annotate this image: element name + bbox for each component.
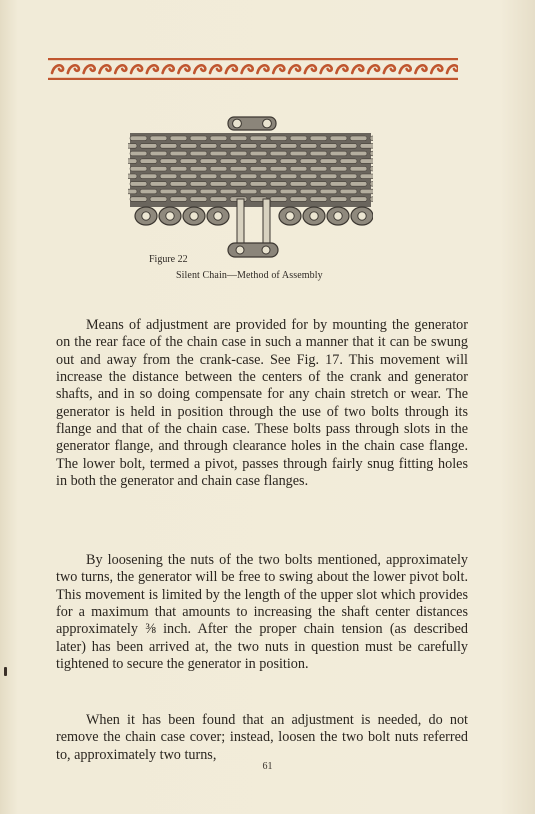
chain-link-plate <box>300 189 317 194</box>
chain-link-plate <box>240 174 257 179</box>
wave-scroll-icon <box>257 65 268 73</box>
chain-link-plate <box>160 159 177 164</box>
chain-link-plate <box>350 166 367 171</box>
chain-link-plate <box>330 197 347 202</box>
wave-scroll-icon <box>321 65 332 73</box>
chain-link-top <box>228 117 276 130</box>
wave-scroll-icon <box>400 65 411 73</box>
chain-link-plate <box>220 189 237 194</box>
chain-link-plate <box>350 197 367 202</box>
chain-link-plate <box>190 166 207 171</box>
page-number: 61 <box>262 761 273 772</box>
chain-link-plate <box>360 174 373 179</box>
chain-link-plate <box>360 189 373 194</box>
wave-scroll-icon <box>99 65 110 73</box>
chain-link-plate <box>250 182 267 187</box>
wave-scroll-icon <box>242 65 253 73</box>
chain-link-plate <box>200 189 217 194</box>
chain-link-plate <box>340 144 357 149</box>
chain-link-plate <box>190 197 207 202</box>
paragraph-loosening-nuts: By loosening the nuts of the two bolts mentioned, approximately two turns, the generator will be free to swing about the lower pivot bolt. This movement is limited by the length of the upper slot which provides for a maximum that amounts to increasing the shaft center distances approximately ⅜ inch. After the proper chain tension (as described later) has been arrived at, the two nuts in question must be carefully tightened to secure the generator in position. <box>56 552 468 672</box>
chain-roller <box>303 207 325 225</box>
wave-scroll-icon <box>147 65 158 73</box>
chain-link-plate <box>210 197 227 202</box>
chain-link-plate <box>150 151 167 156</box>
chain-roller <box>207 207 229 225</box>
chain-link-plate <box>320 174 337 179</box>
chain-link-plate <box>230 182 247 187</box>
wave-scroll-icon <box>368 65 379 73</box>
chain-link-plate <box>190 151 207 156</box>
wave-scroll-icon <box>431 65 442 73</box>
chain-link-plate <box>360 144 373 149</box>
chain-link-plate <box>170 197 187 202</box>
chain-link-plate <box>310 166 327 171</box>
chain-link-plate <box>200 174 217 179</box>
chain-link-plate <box>320 144 337 149</box>
chain-link-plate <box>128 159 137 164</box>
chain-link-plate <box>280 174 297 179</box>
chain-roller <box>183 207 205 225</box>
chain-link-plate <box>320 189 337 194</box>
chain-link-plate <box>290 166 307 171</box>
chain-link-plate <box>260 159 277 164</box>
figure-number-label: Figure 22 <box>149 254 188 265</box>
wave-scroll-icon <box>447 65 458 73</box>
chain-link-plate <box>140 159 157 164</box>
chain-link-plate <box>370 182 373 187</box>
chain-link-plate <box>350 182 367 187</box>
chain-link-plate <box>310 136 327 141</box>
chain-link-plate <box>220 159 237 164</box>
figure-caption: Silent Chain—Method of Assembly <box>176 270 323 281</box>
chain-link-plate <box>270 136 287 141</box>
assembly-pins <box>228 199 278 257</box>
wave-scroll-icon <box>131 65 142 73</box>
wave-scroll-icon <box>210 65 221 73</box>
paragraph-adjustment-needed: When it has been found that an adjustment is needed, do not remove the chain case cover; instead, loosen the two bolt nuts referred to, approximately two turns, <box>56 712 468 763</box>
chain-link-plate <box>210 166 227 171</box>
wave-scroll-icon <box>336 65 347 73</box>
chain-link-plate <box>370 136 373 141</box>
wave-scroll-icon <box>194 65 205 73</box>
chain-link-plate <box>290 151 307 156</box>
chain-link-plate <box>190 182 207 187</box>
chain-link-plate <box>290 182 307 187</box>
chain-link-plate <box>170 182 187 187</box>
chain-link-plate <box>220 174 237 179</box>
chain-roller <box>279 207 301 225</box>
chain-link-plate <box>250 151 267 156</box>
wave-scroll-icon <box>68 65 79 73</box>
chain-link-plate <box>180 189 197 194</box>
chain-link-plate <box>240 159 257 164</box>
chain-link-plate <box>330 182 347 187</box>
chain-link-plate <box>370 197 373 202</box>
chain-link-plate <box>280 189 297 194</box>
chain-link-plate <box>140 189 157 194</box>
chain-link-plate <box>370 166 373 171</box>
chain-link-plate <box>280 159 297 164</box>
chain-link-plate <box>170 151 187 156</box>
wave-scroll-icon <box>163 65 174 73</box>
chain-roller <box>135 207 157 225</box>
chain-link-plate <box>140 144 157 149</box>
wave-scroll-icon <box>273 65 284 73</box>
chain-link-plate <box>260 144 277 149</box>
chain-link-plate <box>170 166 187 171</box>
chain-link-plate <box>128 174 137 179</box>
chain-link-plate <box>280 144 297 149</box>
chain-link-plate <box>270 197 287 202</box>
chain-link-plate <box>310 197 327 202</box>
chain-link-plate <box>240 189 257 194</box>
chain-link-plate <box>128 144 137 149</box>
chain-link-plate <box>140 174 157 179</box>
chain-link-plate <box>190 136 207 141</box>
chain-link-plate <box>350 151 367 156</box>
chain-link-plate <box>330 166 347 171</box>
wave-scroll-icon <box>305 65 316 73</box>
chain-link-plate <box>270 151 287 156</box>
chain-roller <box>327 207 349 225</box>
chain-link-plate <box>180 174 197 179</box>
chain-link-plate <box>230 166 247 171</box>
chain-link-plate <box>210 151 227 156</box>
wave-scroll-icon <box>115 65 126 73</box>
chain-link-plate <box>130 197 147 202</box>
wave-ornament-border <box>48 58 458 80</box>
chain-link-plate <box>270 182 287 187</box>
chain-link-plate <box>300 144 317 149</box>
chain-link-plate <box>160 144 177 149</box>
chain-link-plate <box>170 136 187 141</box>
chain-link-plate <box>290 197 307 202</box>
chain-link-plate <box>330 136 347 141</box>
chain-link-plate <box>180 144 197 149</box>
silent-chain-figure <box>128 113 373 263</box>
chain-link-plate <box>240 144 257 149</box>
chain-link-plate <box>340 174 357 179</box>
wave-scroll-icon <box>415 65 426 73</box>
chain-link-plate <box>250 136 267 141</box>
chain-link-plate <box>290 136 307 141</box>
paragraph-adjustment-means: Means of adjustment are provided for by mounting the generator on the rear face of the chain case in such a manner that it can be swung out and away from the crank-case. See Fig. 17. This movement will increase the distance between the centers of the crank and generator shafts, and in so doing compensate for any chain stretch or wear. The generator is held in position through the use of two bolts through its flange and that of the chain case. These bolts pass through slots in the generator flange, and through clearance holes in the chain case flange. The lower bolt, termed a pivot, passes through fairly snug fitting holes in both the generator and chain case flanges. <box>56 317 468 489</box>
chain-link-plate <box>230 136 247 141</box>
chain-link-plate <box>130 182 147 187</box>
chain-link-plate <box>330 151 347 156</box>
wave-scroll-icon <box>289 65 300 73</box>
chain-link-plate <box>150 166 167 171</box>
chain-link-plate <box>260 174 277 179</box>
wave-scroll-icon <box>352 65 363 73</box>
chain-link-plate <box>300 159 317 164</box>
chain-link-plate <box>220 144 237 149</box>
chain-link-plate <box>130 136 147 141</box>
wave-scroll-icon <box>178 65 189 73</box>
chain-link-plate <box>180 159 197 164</box>
chain-link-plate <box>130 166 147 171</box>
chain-link-plate <box>200 159 217 164</box>
wave-scroll-icon <box>226 65 237 73</box>
chain-link-plate <box>310 182 327 187</box>
chain-link-plate <box>370 151 373 156</box>
wave-scroll-icon <box>52 65 63 73</box>
chain-link-plate <box>350 136 367 141</box>
chain-link-plate <box>128 189 137 194</box>
chain-link-plate <box>150 136 167 141</box>
chain-link-plate <box>150 182 167 187</box>
margin-mark <box>4 667 7 676</box>
chain-link-plate <box>260 189 277 194</box>
chain-link-plate <box>210 182 227 187</box>
chain-link-plate <box>310 151 327 156</box>
chain-link-plate <box>320 159 337 164</box>
wave-scroll-icon <box>84 65 95 73</box>
chain-link-plate <box>150 197 167 202</box>
chain-link-plate <box>130 151 147 156</box>
chain-roller <box>351 207 373 225</box>
chain-link-plate <box>360 159 373 164</box>
chain-link-plate <box>160 174 177 179</box>
chain-link-plate <box>160 189 177 194</box>
chain-link-plate <box>300 174 317 179</box>
chain-link-plate <box>340 159 357 164</box>
chain-link-plate <box>210 136 227 141</box>
chain-link-plate <box>270 166 287 171</box>
chain-link-plate <box>230 151 247 156</box>
chain-link-plate <box>250 166 267 171</box>
chain-link-plate <box>200 144 217 149</box>
chain-link-plate <box>340 189 357 194</box>
wave-scroll-icon <box>384 65 395 73</box>
chain-roller <box>159 207 181 225</box>
